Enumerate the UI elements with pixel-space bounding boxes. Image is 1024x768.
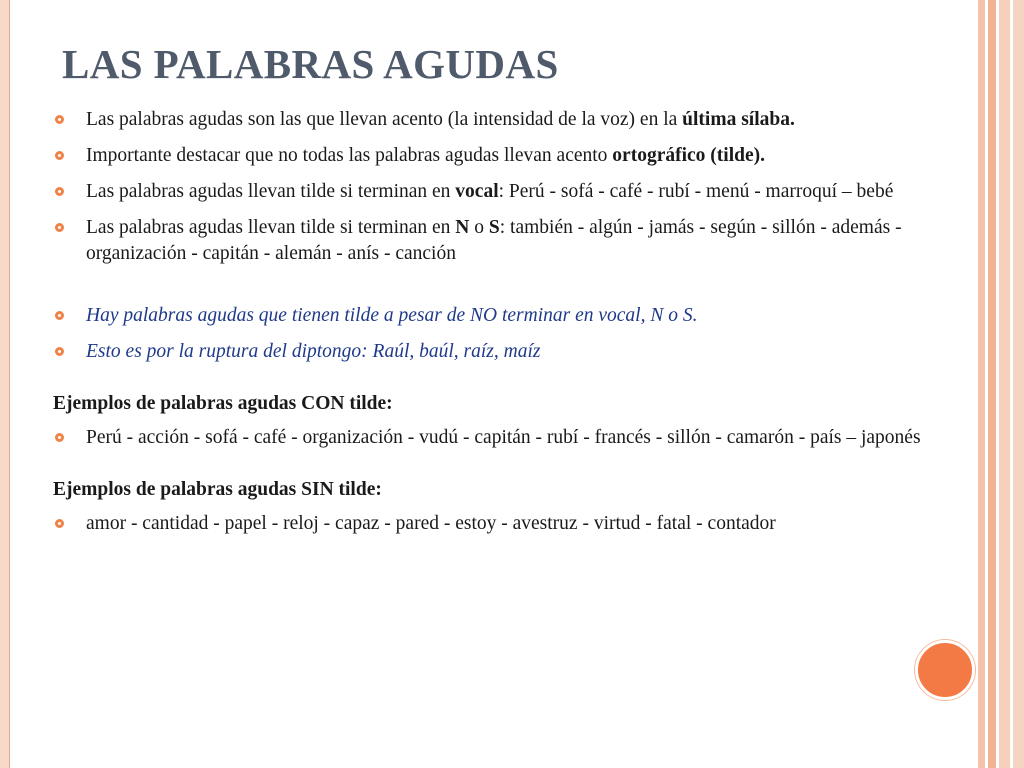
decorative-circle — [915, 640, 975, 700]
list-item: Las palabras agudas llevan tilde si terminan en N o S: también - algún - jamás - según - sillón - además - organización - capitán - alemán - anís - canción — [53, 215, 958, 267]
examples-without-tilde-list — [53, 511, 958, 537]
list-item: Las palabras agudas son las que llevan acento (la intensidad de la voz) en la última sílaba. — [53, 107, 958, 133]
list-item: Las palabras agudas llevan tilde si terminan en vocal: Perú - sofá - café - rubí - menú - marroquí – bebé — [53, 179, 958, 205]
examples-with-tilde-heading: Ejemplos de palabras agudas CON tilde: — [53, 393, 393, 414]
bullet-icon — [55, 311, 64, 320]
list-item: Hay palabras agudas que tienen tilde a pesar de NO terminar en vocal, N o S. — [53, 303, 958, 329]
list-item: amor - cantidad - papel - reloj - capaz - pared - estoy - avestruz - virtud - fatal - contador — [53, 511, 958, 537]
definition-list — [53, 107, 958, 267]
right-edge-stripes — [978, 0, 1024, 768]
bullet-icon — [55, 151, 64, 160]
slide-title: LAS PALABRAS AGUDAS — [62, 41, 559, 87]
bullet-icon — [55, 433, 64, 442]
list-item: Perú - acción - sofá - café - organización - vudú - capitán - rubí - francés - sillón - camarón - país – japonés — [53, 425, 958, 451]
bullet-icon — [55, 223, 64, 232]
bullet-icon — [55, 347, 64, 356]
bullet-icon — [55, 115, 64, 124]
slide-content — [53, 107, 958, 547]
diphthong-note-list — [53, 303, 958, 365]
bullet-icon — [55, 187, 64, 196]
examples-with-tilde-list — [53, 425, 958, 451]
list-item: Esto es por la ruptura del diptongo: Raúl, baúl, raíz, maíz — [53, 339, 958, 365]
examples-without-tilde-heading: Ejemplos de palabras agudas SIN tilde: — [53, 479, 382, 500]
bullet-icon — [55, 519, 64, 528]
list-item: Importante destacar que no todas las palabras agudas llevan acento ortográfico (tilde). — [53, 143, 958, 169]
left-edge-stripe — [0, 0, 10, 768]
